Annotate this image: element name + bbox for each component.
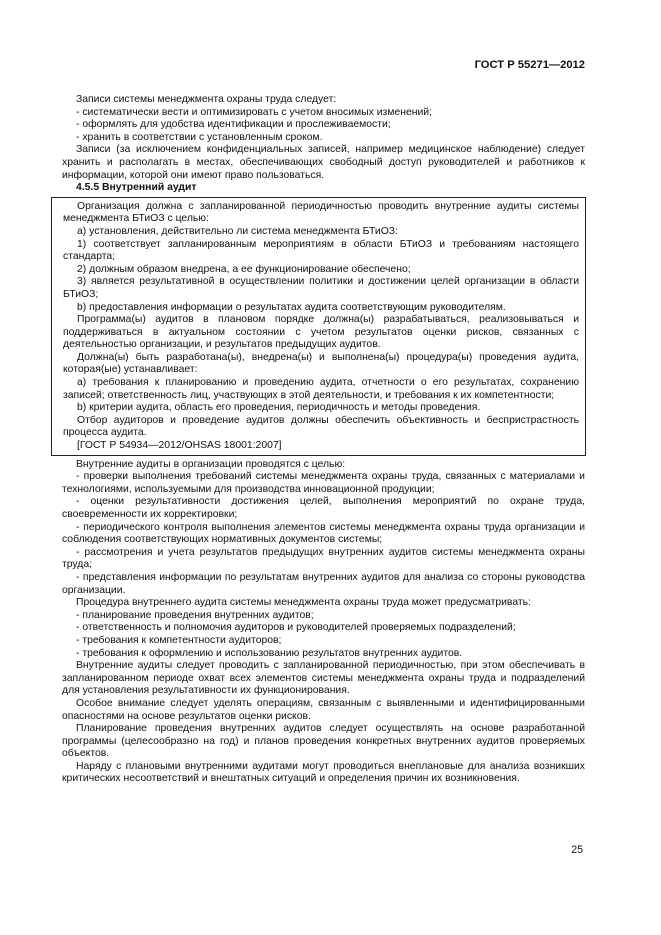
quote-paragraph: 2) должным образом внедрена, а ее функционирование обеспечено; [77,263,411,275]
document-header: ГОСТ Р 55271—2012 [474,59,585,71]
intro-item: - хранить в соответствии с установленным сроком. [76,131,323,143]
quote-paragraph: 1) соответствует запланированным мероприятиям в области БТиОЗ и требованиям настоящего стандарта; [63,238,579,263]
quote-paragraph: 3) является результативной в осуществлении политики и достижении целей организации в области БТиОЗ; [63,276,579,300]
procedure-item: - требования к компетентности аудиторов; [76,634,282,646]
procedure-lead: Процедура внутреннего аудита системы менеджмента охраны труда может предусматривать: [76,597,531,609]
quote-paragraph: Отбор аудиторов и проведение аудитов должны обеспечить объективность и беспристрастность процесса аудита. [63,414,579,439]
page-content [62,94,585,786]
purposes-lead: Внутренние аудиты в организации проводятся с целью: [76,458,346,470]
purpose-item: - периодического контроля выполнения элементов системы менеджмента охраны труда организации и соблюдения соответствующих нормативных документов системы; [62,521,585,546]
page-number: 25 [571,844,583,856]
quote-paragraph: Организация должна с запланированной периодичностью проводить внутренние аудиты системы менеджмента БТиОЗ с целью: [63,200,579,225]
quote-paragraph: а) установления, действительно ли система менеджмента БТиОЗ: [77,225,398,237]
procedure-item: - требования к оформлению и использованию результатов внутренних аудитов. [76,647,463,659]
procedure-item: - планирование проведения внутренних аудитов; [76,609,314,621]
quote-paragraph: а) требования к планированию и проведению аудита, отчетности о его результатах, сохранению записей; ответственность лиц, участвующих в этой деятельности, и требования к их компетентности; [63,377,579,401]
purpose-item: - представления информации по результатам внутренних аудитов для анализа со стороны руководства организации. [62,571,585,596]
quote-paragraph: Программа(ы) аудитов в плановом порядке должна(ы) разрабатываться, реализовываться и поддерживаться в актуальном состоянии с учетом результатов оценки рисков, связанных с деятельностью организации, и результатов предыдущих аудитов. [63,314,579,351]
procedure-item: - ответственность и полномочия аудиторов и руководителей проверяемых подразделений; [76,622,516,634]
closing-paragraph: Особое внимание следует уделять операциям, связанным с выявленными и идентифицированными опасностями на основе результатов оценки рисков. [62,697,585,722]
closing-paragraph: Внутренние аудиты следует проводить с запланированной периодичностью, при этом обеспечивать в запланированном периоде охват всех элементов системы менеджмента охраны труда и подразделений для установления результативности их функционирования. [62,660,585,697]
quote-paragraph: Должна(ы) быть разработана(ы), внедрена(ы) и выполнена(ы) процедура(ы) проведения аудита, которая(ые) устанавливает: [63,351,579,376]
closing-paragraph: Наряду с плановыми внутренними аудитами могут проводиться внеплановые для анализа возникших критических несоответствий и внештатных ситуаций и определения причин их возникновения. [62,760,585,785]
quote-paragraph: b) критерии аудита, область его проведения, периодичность и методы проведения. [77,402,481,414]
quote-box [51,197,586,456]
purpose-item: - оценки результативности достижения целей, выполнения мероприятий по охране труда, своевременности их корректировки; [62,496,585,520]
quote-paragraph: b) предоставления информации о результатах аудита соответствующим руководителям. [77,301,506,313]
quote-citation: [ГОСТ Р 54934—2012/OHSAS 18001:2007] [77,440,282,452]
intro-note: Записи (за исключением конфиденциальных записей, например медицинское наблюдение) следует хранить и располагать в местах, обеспечивающих свободный доступ руководителей и работников к информации, которой они имеют право пользоваться. [62,144,585,181]
section-title: 4.5.5 Внутренний аудит [76,182,197,194]
intro-item: - оформлять для удобства идентификации и прослеживаемости; [76,119,391,131]
closing-paragraph: Планирование проведения внутренних аудитов следует осуществлять на основе разработанной программы (целесообразно на год) и планов проведения конкретных внутренних аудитов проверяемых объектов. [62,723,585,760]
intro-item: - систематически вести и оптимизировать с учетом вносимых изменений; [76,106,432,118]
intro-lead: Записи системы менеджмента охраны труда следует: [76,94,337,105]
purpose-item: - проверки выполнения требований системы менеджмента охраны труда, связанных с материалами и технологиями, используемыми для производства инновационной продукции; [62,471,585,495]
purpose-item: - рассмотрения и учета результатов предыдущих внутренних аудитов системы менеджмента охраны труда; [62,546,585,571]
